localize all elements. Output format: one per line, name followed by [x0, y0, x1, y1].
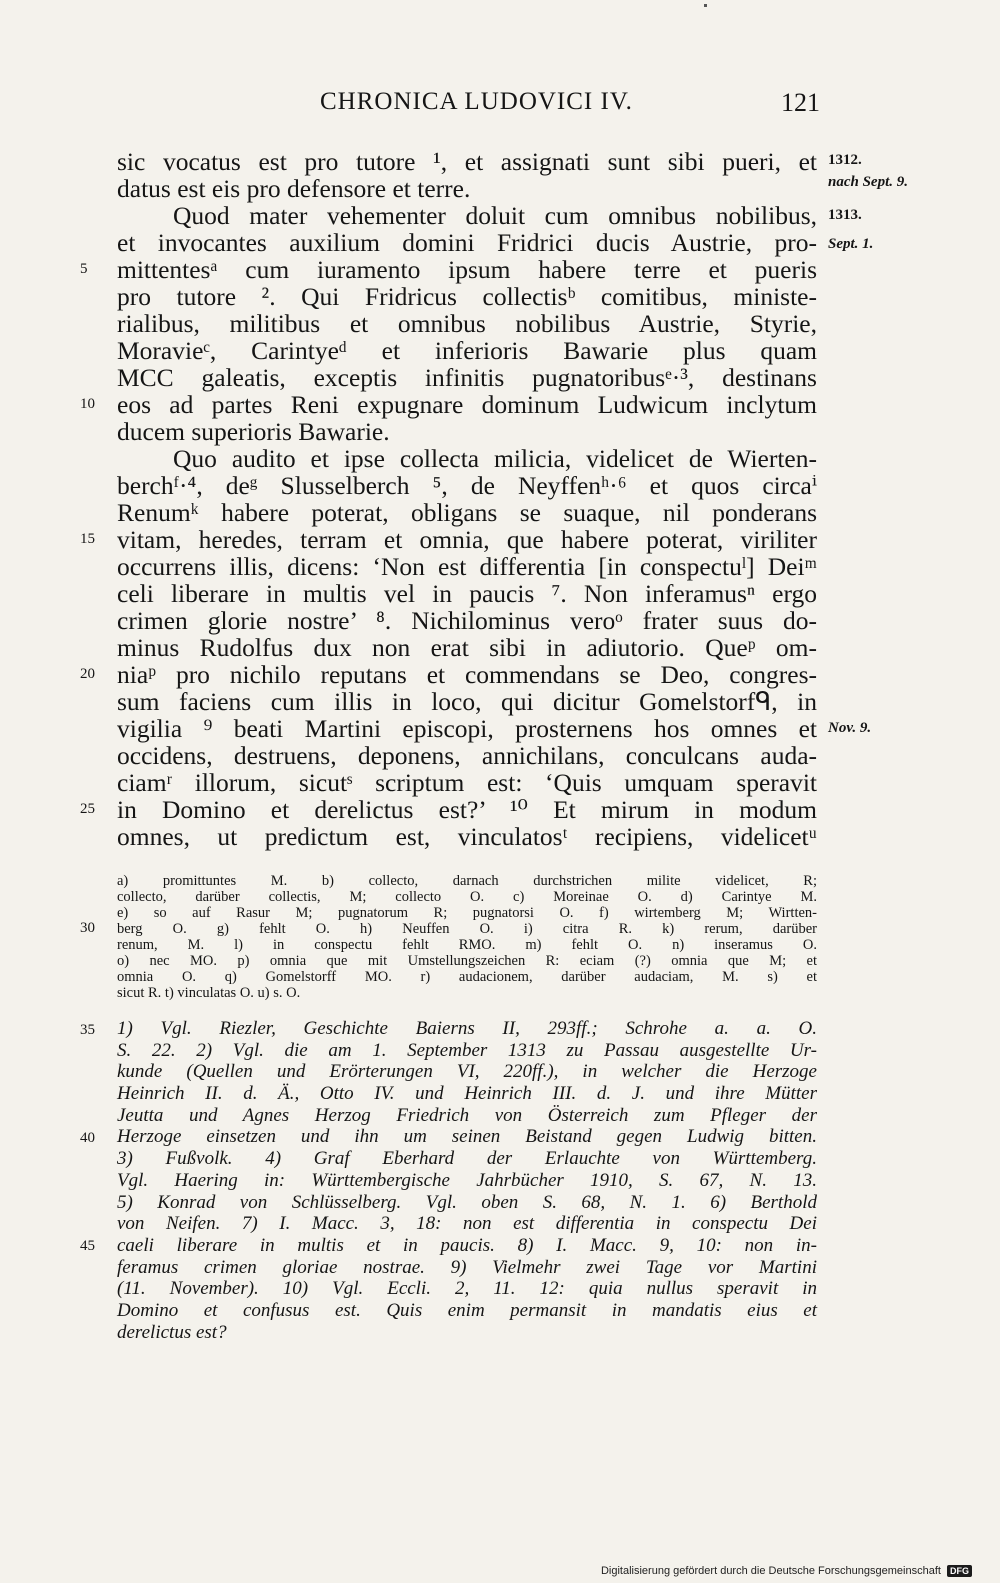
line-number: 25 — [80, 801, 95, 817]
main-line: omnes, ut predictum est, vinculatosᵗ recipiens, videlicetᵘ — [117, 822, 817, 851]
commentary-line: feramus crimen gloriae nostrae. 9) Vielmehr zwei Tage vor Martini — [117, 1256, 817, 1278]
commentary-line: (11. November). 10) Vgl. Eccli. 2, 11. 12: quia nullus speravit in — [117, 1278, 817, 1300]
margin-date: Nov. 9. — [828, 720, 872, 736]
main-line: Quod mater vehementer doluit cum omnibus nobilibus, — [173, 201, 817, 230]
commentary-line: derelictus est? — [117, 1321, 227, 1343]
main-line: et invocantes auxilium domini Fridrici ducis Austrie, pro- — [117, 228, 817, 257]
line-number: 10 — [80, 396, 95, 412]
note-line: o) nec MO. p) omnia que mit Umstellungszeichen R: eciam (?) omnia que M; et — [117, 953, 817, 969]
note-line: berg O. g) fehlt O. h) Neuffen O. i) citra R. k) rerum, darüber — [117, 921, 817, 937]
main-line: eos ad partes Reni expugnare dominum Ludwicum inclytum — [117, 390, 817, 419]
main-line: Quo audito et ipse collecta milicia, videlicet de Wierten- — [173, 444, 817, 473]
commentary-line: 3) Fußvolk. 4) Graf Eberhard der Erlauchte von Württemberg. — [117, 1148, 817, 1170]
main-line: MCC galeatis, exceptis infinitis pugnatoribusᵉ·³, destinans — [117, 363, 817, 392]
commentary-line: Herzoge einsetzen und ihn um seinen Beistand gegen Ludwig bitten. — [117, 1126, 817, 1148]
commentary-line: caeli liberare in multis et in paucis. 8) I. Macc. 9, 10: non in- — [117, 1234, 817, 1256]
line-number: 30 — [80, 920, 95, 936]
page-number: 121 — [781, 88, 820, 117]
commentary-line: von Neifen. 7) I. Macc. 3, 18: non est differentia in conspectu Dei — [117, 1213, 817, 1235]
margin-date: 1312. — [828, 152, 862, 168]
main-line: ducem superioris Bawarie. — [117, 417, 390, 446]
main-line: sic vocatus est pro tutore ¹, et assignati sunt sibi pueri, et — [117, 147, 817, 176]
main-line: pro tutore ². Qui Fridricus collectisᵇ comitibus, ministe- — [117, 282, 817, 311]
main-line: celi liberare in multis vel in paucis ⁷. Non inferamusⁿ ergo — [117, 579, 817, 608]
main-line: ciamʳ illorum, sicutˢ scriptum est: ‘Quis umquam speravit — [117, 768, 817, 797]
commentary-line: S. 22. 2) Vgl. die am 1. September 1313 zu Passau ausgestellte Ur- — [117, 1039, 817, 1061]
running-title: CHRONICA LUDOVICI IV. — [320, 88, 633, 115]
line-number: 20 — [80, 666, 95, 682]
dfg-logo: DFG — [947, 1565, 972, 1577]
line-number: 35 — [80, 1022, 95, 1038]
main-line: occurrens illis, dicens: ‘Non est differentia [in conspectuˡ] Deiᵐ — [117, 552, 817, 581]
main-line: occidens, destruens, deponens, annichilans, conculcans auda- — [117, 741, 817, 770]
note-line: e) so auf Rasur M; pugnatorum R; pugnatorsi O. f) wirtemberg M; Wirtten- — [117, 905, 817, 921]
main-line: mittentesᵃ cum iuramento ipsum habere terre et pueris — [117, 255, 817, 284]
main-line: vigilia ⁹ beati Martini episcopi, prosternens hos omnes et — [117, 714, 817, 743]
main-line: Moravieᶜ, Carintyeᵈ et inferioris Bawarie plus quam — [117, 336, 817, 365]
commentary-line: 1) Vgl. Riezler, Geschichte Baierns II, 293ff.; Schrohe a. a. O. — [117, 1018, 817, 1039]
line-number: 5 — [80, 261, 88, 277]
digitization-credit — [601, 1565, 972, 1577]
commentary-notes — [117, 1018, 817, 1343]
commentary-line: Jeutta und Agnes Herzog Friedrich von Österreich zum Pfleger der — [117, 1104, 817, 1126]
margin-date: nach Sept. 9. — [828, 174, 909, 190]
running-head — [120, 88, 820, 118]
main-line: datus est eis pro defensore et terre. — [117, 174, 471, 203]
note-line: omnia O. q) Gomelstorff MO. r) audacionem, darüber audaciam, M. s) et — [117, 969, 817, 985]
margin-date: Sept. 1. — [828, 236, 874, 252]
main-line: crimen glorie nostre’ ⁸. Nichilominus veroᵒ frater suus do- — [117, 606, 817, 635]
main-line: niaᵖ pro nichilo reputans et commendans se Deo, congres- — [117, 660, 817, 689]
main-text — [117, 148, 817, 850]
main-line: sum faciens cum illis in loco, qui dicitur Gomelstorfᑫ, in — [117, 687, 817, 716]
note-line: renum, M. l) in conspectu fehlt RMO. m) fehlt O. n) inseramus O. — [117, 937, 817, 953]
line-number: 15 — [80, 531, 95, 547]
commentary-line: Heinrich II. d. Ä., Otto IV. und Heinrich III. d. J. und ihre Mütter — [117, 1083, 817, 1105]
margin-date: 1313. — [828, 207, 862, 223]
line-number: 40 — [80, 1130, 95, 1146]
line-number: 45 — [80, 1238, 95, 1254]
main-line: minus Rudolfus dux non erat sibi in adiutorio. Queᵖ om- — [117, 633, 817, 662]
main-line: Renumᵏ habere poterat, obligans se suaque, nil ponderans — [117, 498, 817, 527]
main-line: in Domino et derelictus est?’ ¹⁰ Et mirum in modum — [117, 795, 817, 824]
commentary-line: 5) Konrad von Schlüsselberg. Vgl. oben S. 68, N. 1. 6) Berthold — [117, 1191, 817, 1213]
scan-speck — [704, 4, 707, 7]
note-line: a) promittuntes M. b) collecto, darnach durchstrichen milite videlicet, R; — [117, 873, 817, 889]
textual-notes — [117, 873, 817, 1001]
credit-text: Digitalisierung gefördert durch die Deutsche Forschungsgemeinschaft — [600, 1565, 941, 1577]
commentary-line: kunde (Quellen und Erörterungen VI, 220ff.), in welcher die Herzoge — [117, 1061, 817, 1083]
note-line: collecto, darüber collectis, M; collecto O. c) Moreinae O. d) Carintye M. — [117, 889, 817, 905]
commentary-line: Vgl. Haering in: Württembergische Jahrbücher 1910, S. 67, N. 13. — [117, 1169, 817, 1191]
main-line: rialibus, militibus et omnibus nobilibus Austrie, Styrie, — [117, 309, 817, 338]
main-line: berchᶠ·⁴, deᵍ Slusselberch ⁵, de Neyffenʰ·⁶ et quos circaⁱ — [117, 471, 817, 500]
commentary-line: Domino et confusus est. Quis enim permansit in mandatis eius et — [117, 1299, 817, 1321]
note-line: sicut R. t) vinculatas O. u) s. O. — [117, 985, 301, 1001]
main-line: vitam, heredes, terram et omnia, que habere poterat, viriliter — [117, 525, 817, 554]
